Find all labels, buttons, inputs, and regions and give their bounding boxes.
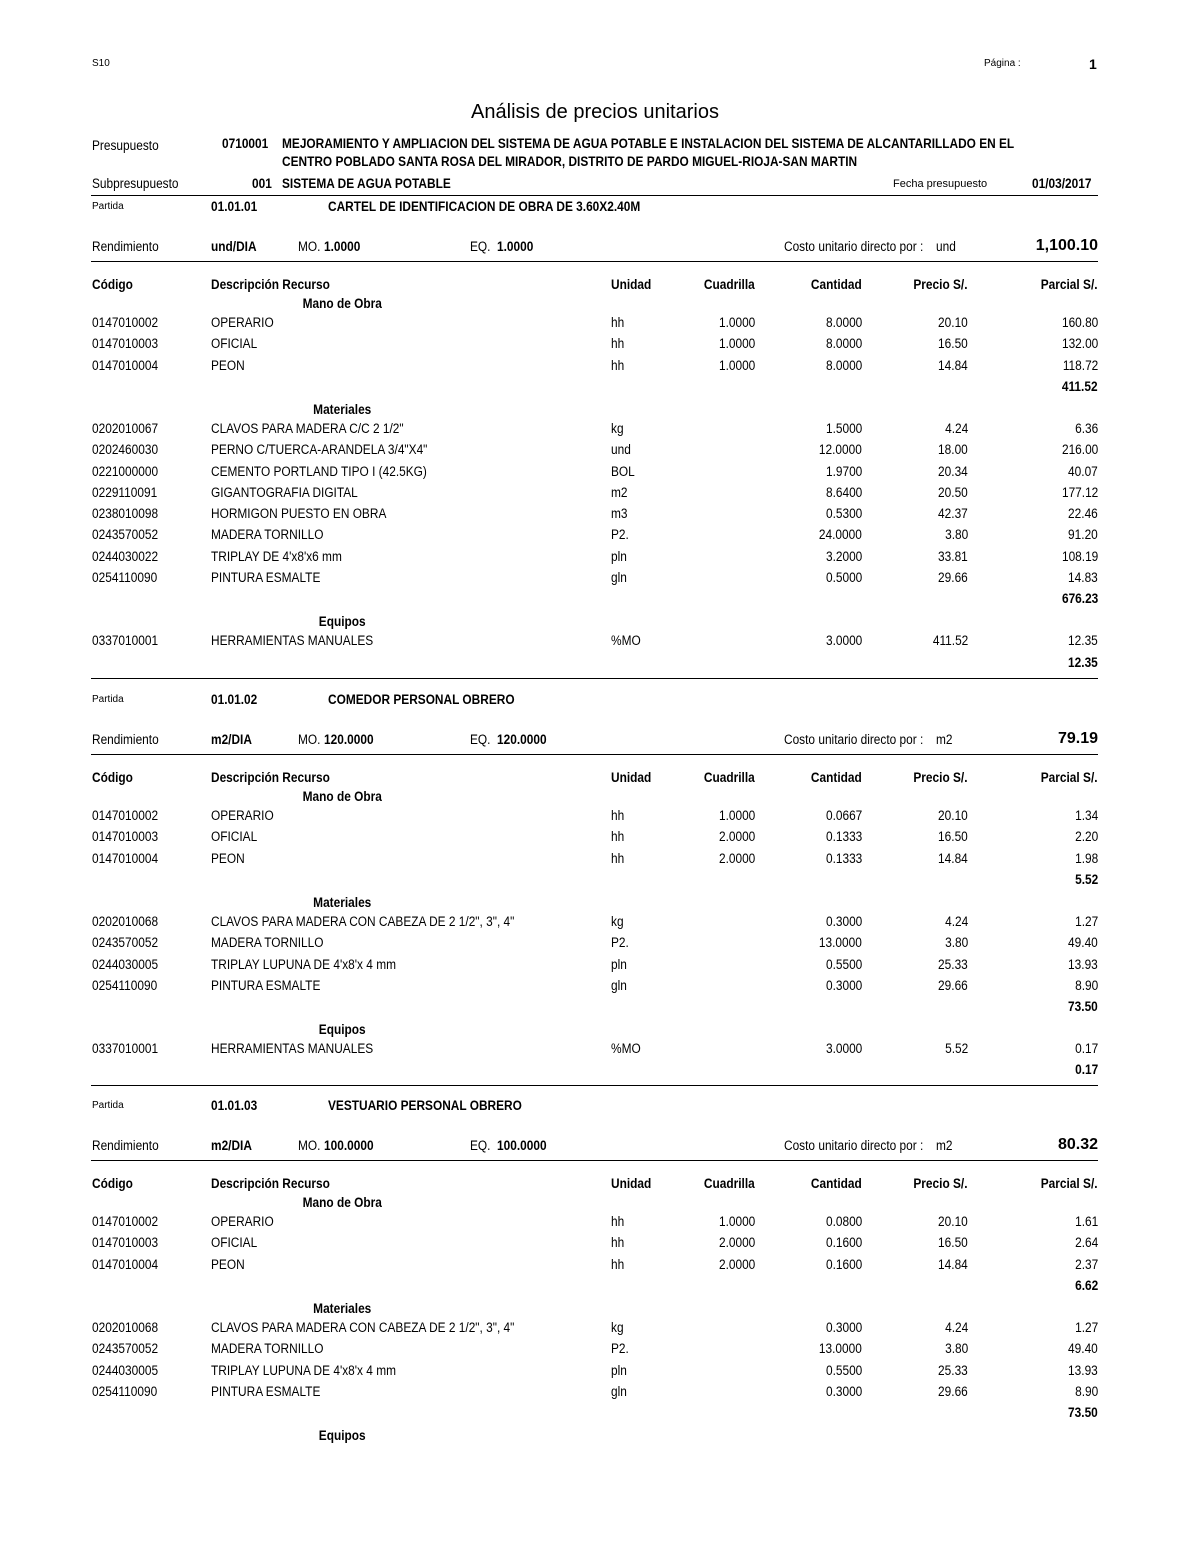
partida-code: 01.01.01 [211,199,258,214]
col-descripcion: Descripción Recurso [211,277,330,292]
row-unidad: kg [611,420,624,436]
row-codigo: 0243570052 [92,1341,159,1357]
row-unidad: %MO [611,1041,641,1057]
row-descripcion: TRIPLAY DE 4'x8'x6 mm [211,548,342,564]
equipos-heading: Equipos [318,614,366,630]
row-precio: 20.10 [938,1214,968,1229]
row-descripcion: PINTURA ESMALTE [211,570,321,585]
mo-value: 100.0000 [324,1138,374,1153]
row-codigo: 0147010004 [92,357,159,373]
row-cuadrilla: 2.0000 [718,1235,755,1251]
row-parcial: 8.90 [1074,1383,1098,1399]
row-codigo: 0202010068 [92,1319,159,1335]
row-codigo: 0244030005 [92,1362,159,1378]
row-descripcion: CEMENTO PORTLAND TIPO I (42.5KG) [211,463,427,479]
row-descripcion: OFICIAL [211,829,258,845]
partida-label: Partida [92,1100,124,1111]
row-descripcion: HERRAMIENTAS MANUALES [211,1041,374,1057]
row-unidad: hh [611,1256,625,1272]
row-cantidad: 8.0000 [825,315,862,330]
row-unidad: hh [611,1214,625,1229]
mano-obra-heading: Mano de Obra [302,1195,382,1210]
row-unidad: gln [611,570,627,585]
row-precio: 3.80 [944,527,968,543]
rendimiento-divider [91,754,1098,755]
col-cantidad: Cantidad [811,770,862,785]
row-precio: 20.50 [938,484,968,500]
row-codigo: 0147010004 [92,850,159,866]
partida-label: Partida [92,201,124,212]
row-unidad: m3 [611,506,628,522]
eq-value: 1.0000 [497,239,534,254]
row-codigo: 0243570052 [92,935,159,951]
partida-name: CARTEL DE IDENTIFICACION DE OBRA DE 3.60X2.40M [328,199,641,214]
rendimiento-label: Rendimiento [92,732,159,747]
row-precio: 20.10 [938,808,968,823]
row-cuadrilla: 1.0000 [718,315,755,330]
row-parcial: 13.93 [1068,956,1098,972]
row-codigo: 0147010002 [92,315,159,330]
row-unidad: hh [611,357,625,373]
row-cantidad: 0.3000 [825,1383,862,1399]
col-precio: Precio S/. [913,277,968,292]
row-codigo: 0147010002 [92,1214,159,1229]
costo-label: Costo unitario directo por : [784,732,924,747]
row-cantidad: 0.0667 [825,808,862,823]
row-cuadrilla: 1.0000 [718,336,755,352]
row-codigo: 0147010004 [92,1256,159,1272]
col-precio: Precio S/. [913,1176,968,1191]
subpresupuesto-code: 001 [252,176,272,191]
row-descripcion: MADERA TORNILLO [211,935,324,951]
col-codigo: Código [92,770,133,785]
row-cantidad: 0.5500 [825,956,862,972]
row-descripcion: PEON [211,357,245,373]
rendimiento-divider [91,261,1098,262]
row-descripcion: OFICIAL [211,336,258,352]
row-precio: 14.84 [938,850,968,866]
equipos-total: 12.35 [1068,654,1098,670]
col-unidad: Unidad [611,1176,652,1191]
row-cantidad: 24.0000 [819,527,862,543]
row-cuadrilla: 2.0000 [718,850,755,866]
row-parcial: 40.07 [1068,463,1098,479]
mano-obra-heading: Mano de Obra [302,789,382,804]
mano-obra-total: 6.62 [1074,1277,1098,1293]
row-cantidad: 0.1600 [825,1235,862,1251]
costo-unit: m2 [936,1138,953,1153]
costo-value: 79.19 [1057,730,1098,747]
row-cantidad: 0.1333 [825,829,862,845]
header-divider [91,195,1098,196]
row-unidad: hh [611,336,625,352]
costo-unit: und [936,239,956,254]
row-cuadrilla: 2.0000 [718,1256,755,1272]
row-parcial: 49.40 [1068,935,1098,951]
row-codigo: 0337010001 [92,633,159,649]
row-descripcion: CLAVOS PARA MADERA C/C 2 1/2" [211,420,404,436]
mo-label: MO. [298,1138,321,1153]
row-precio: 3.80 [944,935,968,951]
col-cuadrilla: Cuadrilla [704,1176,755,1191]
row-precio: 5.52 [944,1041,968,1057]
row-cantidad: 3.0000 [825,633,862,649]
partida-label: Partida [92,694,124,705]
row-cantidad: 3.0000 [825,1041,862,1057]
row-cantidad: 0.5000 [825,570,862,585]
costo-value: 1,100.10 [1035,237,1098,254]
row-codigo: 0147010003 [92,1235,159,1251]
row-parcial: 1.98 [1074,850,1098,866]
mano-obra-total: 5.52 [1074,871,1098,887]
partida-name: VESTUARIO PERSONAL OBRERO [328,1098,522,1113]
row-descripcion: TRIPLAY LUPUNA DE 4'x8'x 4 mm [211,956,397,972]
row-cantidad: 3.2000 [825,548,862,564]
partida-name: COMEDOR PERSONAL OBRERO [328,692,515,707]
row-precio: 16.50 [938,336,968,352]
row-cantidad: 0.1333 [825,850,862,866]
row-unidad: hh [611,850,625,866]
row-descripcion: HORMIGON PUESTO EN OBRA [211,506,387,522]
row-descripcion: HERRAMIENTAS MANUALES [211,633,374,649]
row-cuadrilla: 1.0000 [718,357,755,373]
row-parcial: 14.83 [1068,570,1098,585]
row-cantidad: 0.5300 [825,506,862,522]
equipos-total: 0.17 [1074,1062,1098,1078]
row-precio: 25.33 [938,956,968,972]
row-unidad: kg [611,913,624,929]
row-cantidad: 8.0000 [825,357,862,373]
mano-obra-heading: Mano de Obra [302,296,382,311]
rendimiento-unit: m2/DIA [211,1138,252,1153]
row-cantidad: 0.5500 [825,1362,862,1378]
row-precio: 14.84 [938,1256,968,1272]
row-descripcion: TRIPLAY LUPUNA DE 4'x8'x 4 mm [211,1362,397,1378]
row-codigo: 0147010003 [92,829,159,845]
row-precio: 3.80 [944,1341,968,1357]
row-codigo: 0147010003 [92,336,159,352]
page-label: Página : [984,58,1021,69]
row-parcial: 8.90 [1074,977,1098,993]
mo-label: MO. [298,732,321,747]
row-cantidad: 0.0800 [825,1214,862,1229]
rendimiento-unit: m2/DIA [211,732,252,747]
row-parcial: 13.93 [1068,1362,1098,1378]
row-precio: 25.33 [938,1362,968,1378]
mano-obra-total: 411.52 [1062,378,1098,394]
subpresupuesto-desc: SISTEMA DE AGUA POTABLE [282,176,451,191]
row-codigo: 0202010068 [92,913,159,929]
row-descripcion: OFICIAL [211,1235,258,1251]
col-parcial: Parcial S/. [1041,1176,1098,1191]
materiales-heading: Materiales [313,894,372,910]
row-unidad: BOL [611,463,635,479]
materiales-heading: Materiales [313,1300,372,1316]
col-cuadrilla: Cuadrilla [704,770,755,785]
rendimiento-label: Rendimiento [92,1138,159,1153]
row-cantidad: 0.3000 [825,977,862,993]
materiales-total: 676.23 [1061,591,1098,607]
fecha-label: Fecha presupuesto [893,178,988,190]
row-unidad: hh [611,829,625,845]
costo-value: 80.32 [1057,1136,1098,1153]
partida-code: 01.01.03 [211,1098,258,1113]
row-descripcion: CLAVOS PARA MADERA CON CABEZA DE 2 1/2", 3", 4" [211,913,515,929]
row-descripcion: PEON [211,1256,245,1272]
col-parcial: Parcial S/. [1041,277,1098,292]
row-parcial: 2.20 [1074,829,1098,845]
software-label: S10 [92,58,110,69]
row-unidad: gln [611,1383,627,1399]
row-parcial: 1.61 [1074,1214,1098,1229]
row-codigo: 0202010067 [92,420,159,436]
row-parcial: 1.27 [1074,1319,1098,1335]
row-codigo: 0254110090 [92,977,158,993]
row-cuadrilla: 1.0000 [718,808,755,823]
row-codigo: 0254110090 [92,570,158,585]
row-parcial: 2.37 [1074,1256,1098,1272]
row-precio: 14.84 [938,357,968,373]
row-unidad: hh [611,1235,625,1251]
row-unidad: hh [611,315,625,330]
rendimiento-label: Rendimiento [92,239,159,254]
row-descripcion: MADERA TORNILLO [211,1341,324,1357]
row-precio: 411.52 [932,633,968,649]
row-descripcion: OPERARIO [211,315,274,330]
col-unidad: Unidad [611,277,652,292]
equipos-heading: Equipos [318,1022,366,1038]
row-descripcion: OPERARIO [211,1214,274,1229]
row-codigo: 0254110090 [92,1383,158,1399]
costo-label: Costo unitario directo por : [784,239,924,254]
row-precio: 29.66 [938,570,968,585]
eq-label: EQ. [470,732,491,747]
mo-label: MO. [298,239,321,254]
row-unidad: %MO [611,633,641,649]
row-precio: 20.10 [938,315,968,330]
row-unidad: hh [611,808,625,823]
rendimiento-divider [91,1160,1098,1161]
subpresupuesto-label: Subpresupuesto [92,176,179,191]
row-cantidad: 13.0000 [819,1341,862,1357]
col-descripcion: Descripción Recurso [211,770,330,785]
eq-value: 120.0000 [497,732,547,747]
equipos-heading: Equipos [318,1428,366,1444]
row-parcial: 177.12 [1061,484,1098,500]
row-unidad: P2. [611,935,629,951]
col-precio: Precio S/. [913,770,968,785]
row-precio: 4.24 [944,420,968,436]
row-codigo: 0147010002 [92,808,159,823]
row-precio: 4.24 [944,913,968,929]
row-unidad: pln [611,956,627,972]
row-parcial: 216.00 [1061,442,1098,458]
presupuesto-label: Presupuesto [92,138,159,153]
row-descripcion: MADERA TORNILLO [211,527,324,543]
row-unidad: kg [611,1319,624,1335]
row-unidad: P2. [611,527,629,543]
col-parcial: Parcial S/. [1041,770,1098,785]
row-cantidad: 12.0000 [819,442,862,458]
row-codigo: 0337010001 [92,1041,159,1057]
col-cantidad: Cantidad [811,277,862,292]
row-precio: 16.50 [938,829,968,845]
partida-code: 01.01.02 [211,692,258,707]
row-codigo: 0202460030 [92,442,159,458]
row-cuadrilla: 2.0000 [718,829,755,845]
partida-divider [91,678,1098,679]
row-parcial: 1.27 [1074,913,1098,929]
row-unidad: pln [611,548,627,564]
row-parcial: 91.20 [1068,527,1098,543]
row-descripcion: PEON [211,850,245,866]
page-title: Análisis de precios unitarios [471,101,719,123]
materiales-total: 73.50 [1068,999,1098,1015]
costo-unit: m2 [936,732,953,747]
row-parcial: 160.80 [1061,315,1098,330]
row-unidad: m2 [611,484,628,500]
row-unidad: pln [611,1362,627,1378]
row-parcial: 49.40 [1068,1341,1098,1357]
col-cuadrilla: Cuadrilla [704,277,755,292]
row-parcial: 1.34 [1074,808,1098,823]
row-unidad: und [611,442,631,458]
row-precio: 20.34 [938,463,968,479]
row-codigo: 0244030022 [92,548,159,564]
row-codigo: 0244030005 [92,956,159,972]
presupuesto-code: 0710001 [222,136,269,151]
mo-value: 120.0000 [324,732,374,747]
mo-value: 1.0000 [324,239,361,254]
row-codigo: 0243570052 [92,527,159,543]
row-parcial: 108.19 [1061,548,1098,564]
col-codigo: Código [92,277,133,292]
row-cantidad: 0.3000 [825,913,862,929]
row-unidad: gln [611,977,627,993]
row-cantidad: 0.3000 [825,1319,862,1335]
row-precio: 29.66 [938,977,968,993]
row-descripcion: PINTURA ESMALTE [211,977,321,993]
row-codigo: 0238010098 [92,506,159,522]
row-parcial: 2.64 [1074,1235,1098,1251]
col-cantidad: Cantidad [811,1176,862,1191]
row-codigo: 0221000000 [92,463,159,479]
row-descripcion: PERNO C/TUERCA-ARANDELA 3/4"X4" [211,442,428,458]
row-cantidad: 1.5000 [825,420,862,436]
row-precio: 18.00 [938,442,968,458]
eq-value: 100.0000 [497,1138,547,1153]
row-parcial: 6.36 [1074,420,1098,436]
row-precio: 42.37 [938,506,968,522]
partida-divider [91,1085,1098,1086]
row-parcial: 118.72 [1062,357,1098,373]
eq-label: EQ. [470,239,491,254]
row-precio: 29.66 [938,1383,968,1399]
row-cantidad: 13.0000 [819,935,862,951]
materiales-total: 73.50 [1068,1405,1098,1421]
row-parcial: 12.35 [1068,633,1098,649]
row-precio: 33.81 [938,548,968,564]
page-number: 1 [1089,56,1097,72]
row-cantidad: 0.1600 [825,1256,862,1272]
rendimiento-unit: und/DIA [211,239,257,254]
row-descripcion: OPERARIO [211,808,274,823]
row-descripcion: CLAVOS PARA MADERA CON CABEZA DE 2 1/2", 3", 4" [211,1319,515,1335]
row-cantidad: 8.0000 [825,336,862,352]
presupuesto-desc-line2: CENTRO POBLADO SANTA ROSA DEL MIRADOR, DISTRITO DE PARDO MIGUEL-RIOJA-SAN MARTIN [282,154,858,169]
row-parcial: 0.17 [1074,1041,1098,1057]
row-codigo: 0229110091 [92,484,158,500]
row-descripcion: PINTURA ESMALTE [211,1383,321,1399]
row-descripcion: GIGANTOGRAFIA DIGITAL [211,484,358,500]
col-unidad: Unidad [611,770,652,785]
fecha-value: 01/03/2017 [1032,176,1092,191]
materiales-heading: Materiales [313,401,372,417]
row-precio: 16.50 [938,1235,968,1251]
row-parcial: 132.00 [1061,336,1098,352]
col-descripcion: Descripción Recurso [211,1176,330,1191]
row-cantidad: 1.9700 [825,463,862,479]
row-parcial: 22.46 [1068,506,1098,522]
col-codigo: Código [92,1176,133,1191]
row-cuadrilla: 1.0000 [718,1214,755,1229]
presupuesto-desc-line1: MEJORAMIENTO Y AMPLIACION DEL SISTEMA DE AGUA POTABLE E INSTALACION DEL SISTEMA DE ALCANTARILLADO EN EL [282,136,1015,151]
costo-label: Costo unitario directo por : [784,1138,924,1153]
eq-label: EQ. [470,1138,491,1153]
row-unidad: P2. [611,1341,629,1357]
row-cantidad: 8.6400 [825,484,862,500]
row-precio: 4.24 [944,1319,968,1335]
